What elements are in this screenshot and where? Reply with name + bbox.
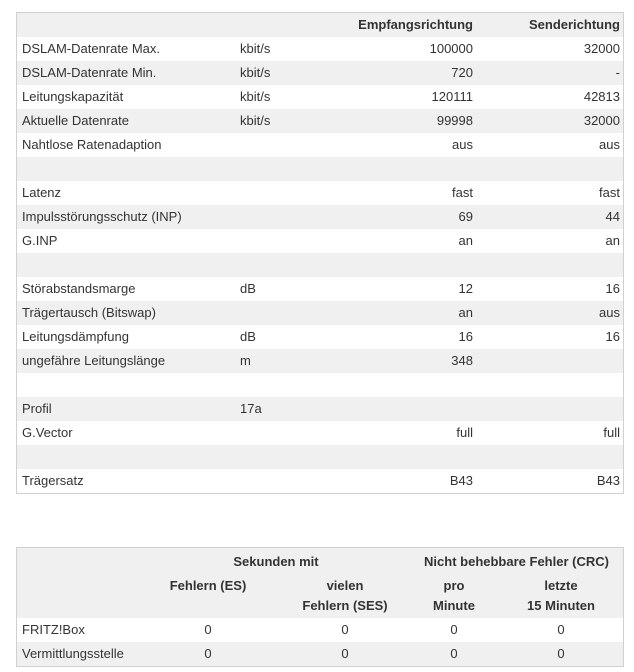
row-upstream-value: 32000	[583, 41, 620, 56]
row-label: Leitungsdämpfung	[22, 329, 129, 344]
row-label: Impulsstörungsschutz (INP)	[22, 209, 182, 224]
table-row	[17, 421, 623, 445]
table-row	[17, 37, 623, 61]
row-label: Profil	[22, 401, 52, 416]
table-row	[17, 277, 623, 301]
row-upstream-value: aus	[599, 137, 620, 152]
row-label: Trägersatz	[22, 473, 84, 488]
row-unit: kbit/s	[240, 41, 271, 56]
row-unit: dB	[240, 281, 256, 296]
row-downstream-value: 99998	[436, 113, 473, 128]
row-last-15-value: 0	[557, 622, 565, 637]
header-last-15-line2: 15 Minuten	[527, 598, 595, 613]
row-per-minute-value: 0	[450, 646, 458, 661]
table-row	[17, 469, 623, 493]
row-downstream-value: 16	[458, 329, 473, 344]
header-es	[147, 576, 269, 596]
header-per-minute-line1: pro	[443, 578, 465, 593]
header-downstream: Empfangsrichtung	[358, 17, 473, 32]
row-unit: 17a	[240, 401, 262, 416]
header-last-15-minutes	[507, 576, 615, 616]
table-header-row	[17, 13, 623, 37]
row-label: Nahtlose Ratenadaption	[22, 137, 162, 152]
table-row	[17, 618, 623, 642]
row-upstream-value: 44	[605, 209, 620, 224]
row-downstream-value: 12	[458, 281, 473, 296]
table-row	[17, 397, 623, 421]
row-es-value: 0	[204, 646, 212, 661]
row-downstream-value: 120111	[431, 89, 473, 104]
row-unit: kbit/s	[240, 113, 271, 128]
row-label: Trägertausch (Bitswap)	[22, 305, 156, 320]
table-row	[17, 109, 623, 133]
row-label: G.Vector	[22, 425, 73, 440]
row-label: ungefähre Leitungslänge	[22, 353, 166, 368]
row-label: Latenz	[22, 185, 62, 200]
table-row	[17, 61, 623, 85]
row-es-value: 0	[204, 622, 212, 637]
row-label: Vermittlungsstelle	[22, 646, 124, 661]
header-per-minute-line2: Minute	[433, 598, 475, 613]
row-label: Aktuelle Datenrate	[22, 113, 129, 128]
row-upstream-value: B43	[596, 473, 620, 488]
row-downstream-value: an	[458, 233, 473, 248]
row-downstream-value: B43	[449, 473, 473, 488]
error-statistics-table	[16, 547, 624, 667]
table-row	[17, 349, 623, 373]
row-upstream-value: fast	[599, 185, 620, 200]
table-group-header-row	[17, 548, 623, 574]
row-unit: kbit/s	[240, 89, 271, 104]
table-row	[17, 642, 623, 666]
row-label: Störabstandsmarge	[22, 281, 136, 296]
row-upstream-value: 32000	[583, 113, 620, 128]
table-row	[17, 133, 623, 157]
row-ses-value: 0	[341, 646, 349, 661]
table-subheader-row	[17, 574, 623, 618]
row-unit: dB	[240, 329, 256, 344]
header-upstream: Senderichtung	[528, 17, 620, 32]
row-downstream-value: 100000	[429, 41, 473, 56]
row-label: DSLAM-Datenrate Min.	[22, 65, 157, 80]
row-downstream-value: 720	[451, 65, 473, 80]
row-downstream-value: aus	[452, 137, 473, 152]
dsl-line-table	[16, 12, 624, 494]
table-row	[17, 253, 623, 277]
header-last-15-line1: letzte	[544, 578, 578, 593]
row-label: FRITZ!Box	[22, 622, 85, 637]
table-row	[17, 205, 623, 229]
table-row	[17, 229, 623, 253]
row-downstream-value: fast	[452, 185, 473, 200]
row-upstream-value: 42813	[583, 89, 620, 104]
table-row	[17, 85, 623, 109]
table-row	[17, 157, 623, 181]
row-downstream-value: 348	[451, 353, 473, 368]
row-downstream-value: an	[458, 305, 473, 320]
table-row	[17, 325, 623, 349]
row-last-15-value: 0	[557, 646, 565, 661]
row-label: Leitungskapazität	[22, 89, 124, 104]
header-ses	[285, 576, 405, 616]
header-es-text: Fehlern (ES)	[169, 578, 247, 593]
row-per-minute-value: 0	[450, 622, 458, 637]
header-ses-line2: Fehlern (SES)	[302, 598, 388, 613]
row-upstream-value: an	[605, 233, 620, 248]
row-upstream-value: aus	[599, 305, 620, 320]
row-upstream-value: full	[603, 425, 620, 440]
table-row	[17, 301, 623, 325]
header-ses-line1: vielen	[326, 578, 364, 593]
header-seconds-group: Sekunden mit	[233, 554, 319, 569]
row-upstream-value: 16	[605, 329, 620, 344]
header-crc-group: Nicht behebbare Fehler (CRC)	[424, 554, 609, 569]
row-upstream-value: 16	[605, 281, 620, 296]
row-downstream-value: 69	[458, 209, 473, 224]
table-row	[17, 445, 623, 469]
header-per-minute	[414, 576, 494, 616]
row-upstream-value: -	[615, 65, 620, 80]
row-label: G.INP	[22, 233, 58, 248]
row-label: DSLAM-Datenrate Max.	[22, 41, 160, 56]
row-downstream-value: full	[456, 425, 473, 440]
row-unit: m	[240, 353, 251, 368]
table-row	[17, 181, 623, 205]
row-ses-value: 0	[341, 622, 349, 637]
table-row	[17, 373, 623, 397]
row-unit: kbit/s	[240, 65, 271, 80]
